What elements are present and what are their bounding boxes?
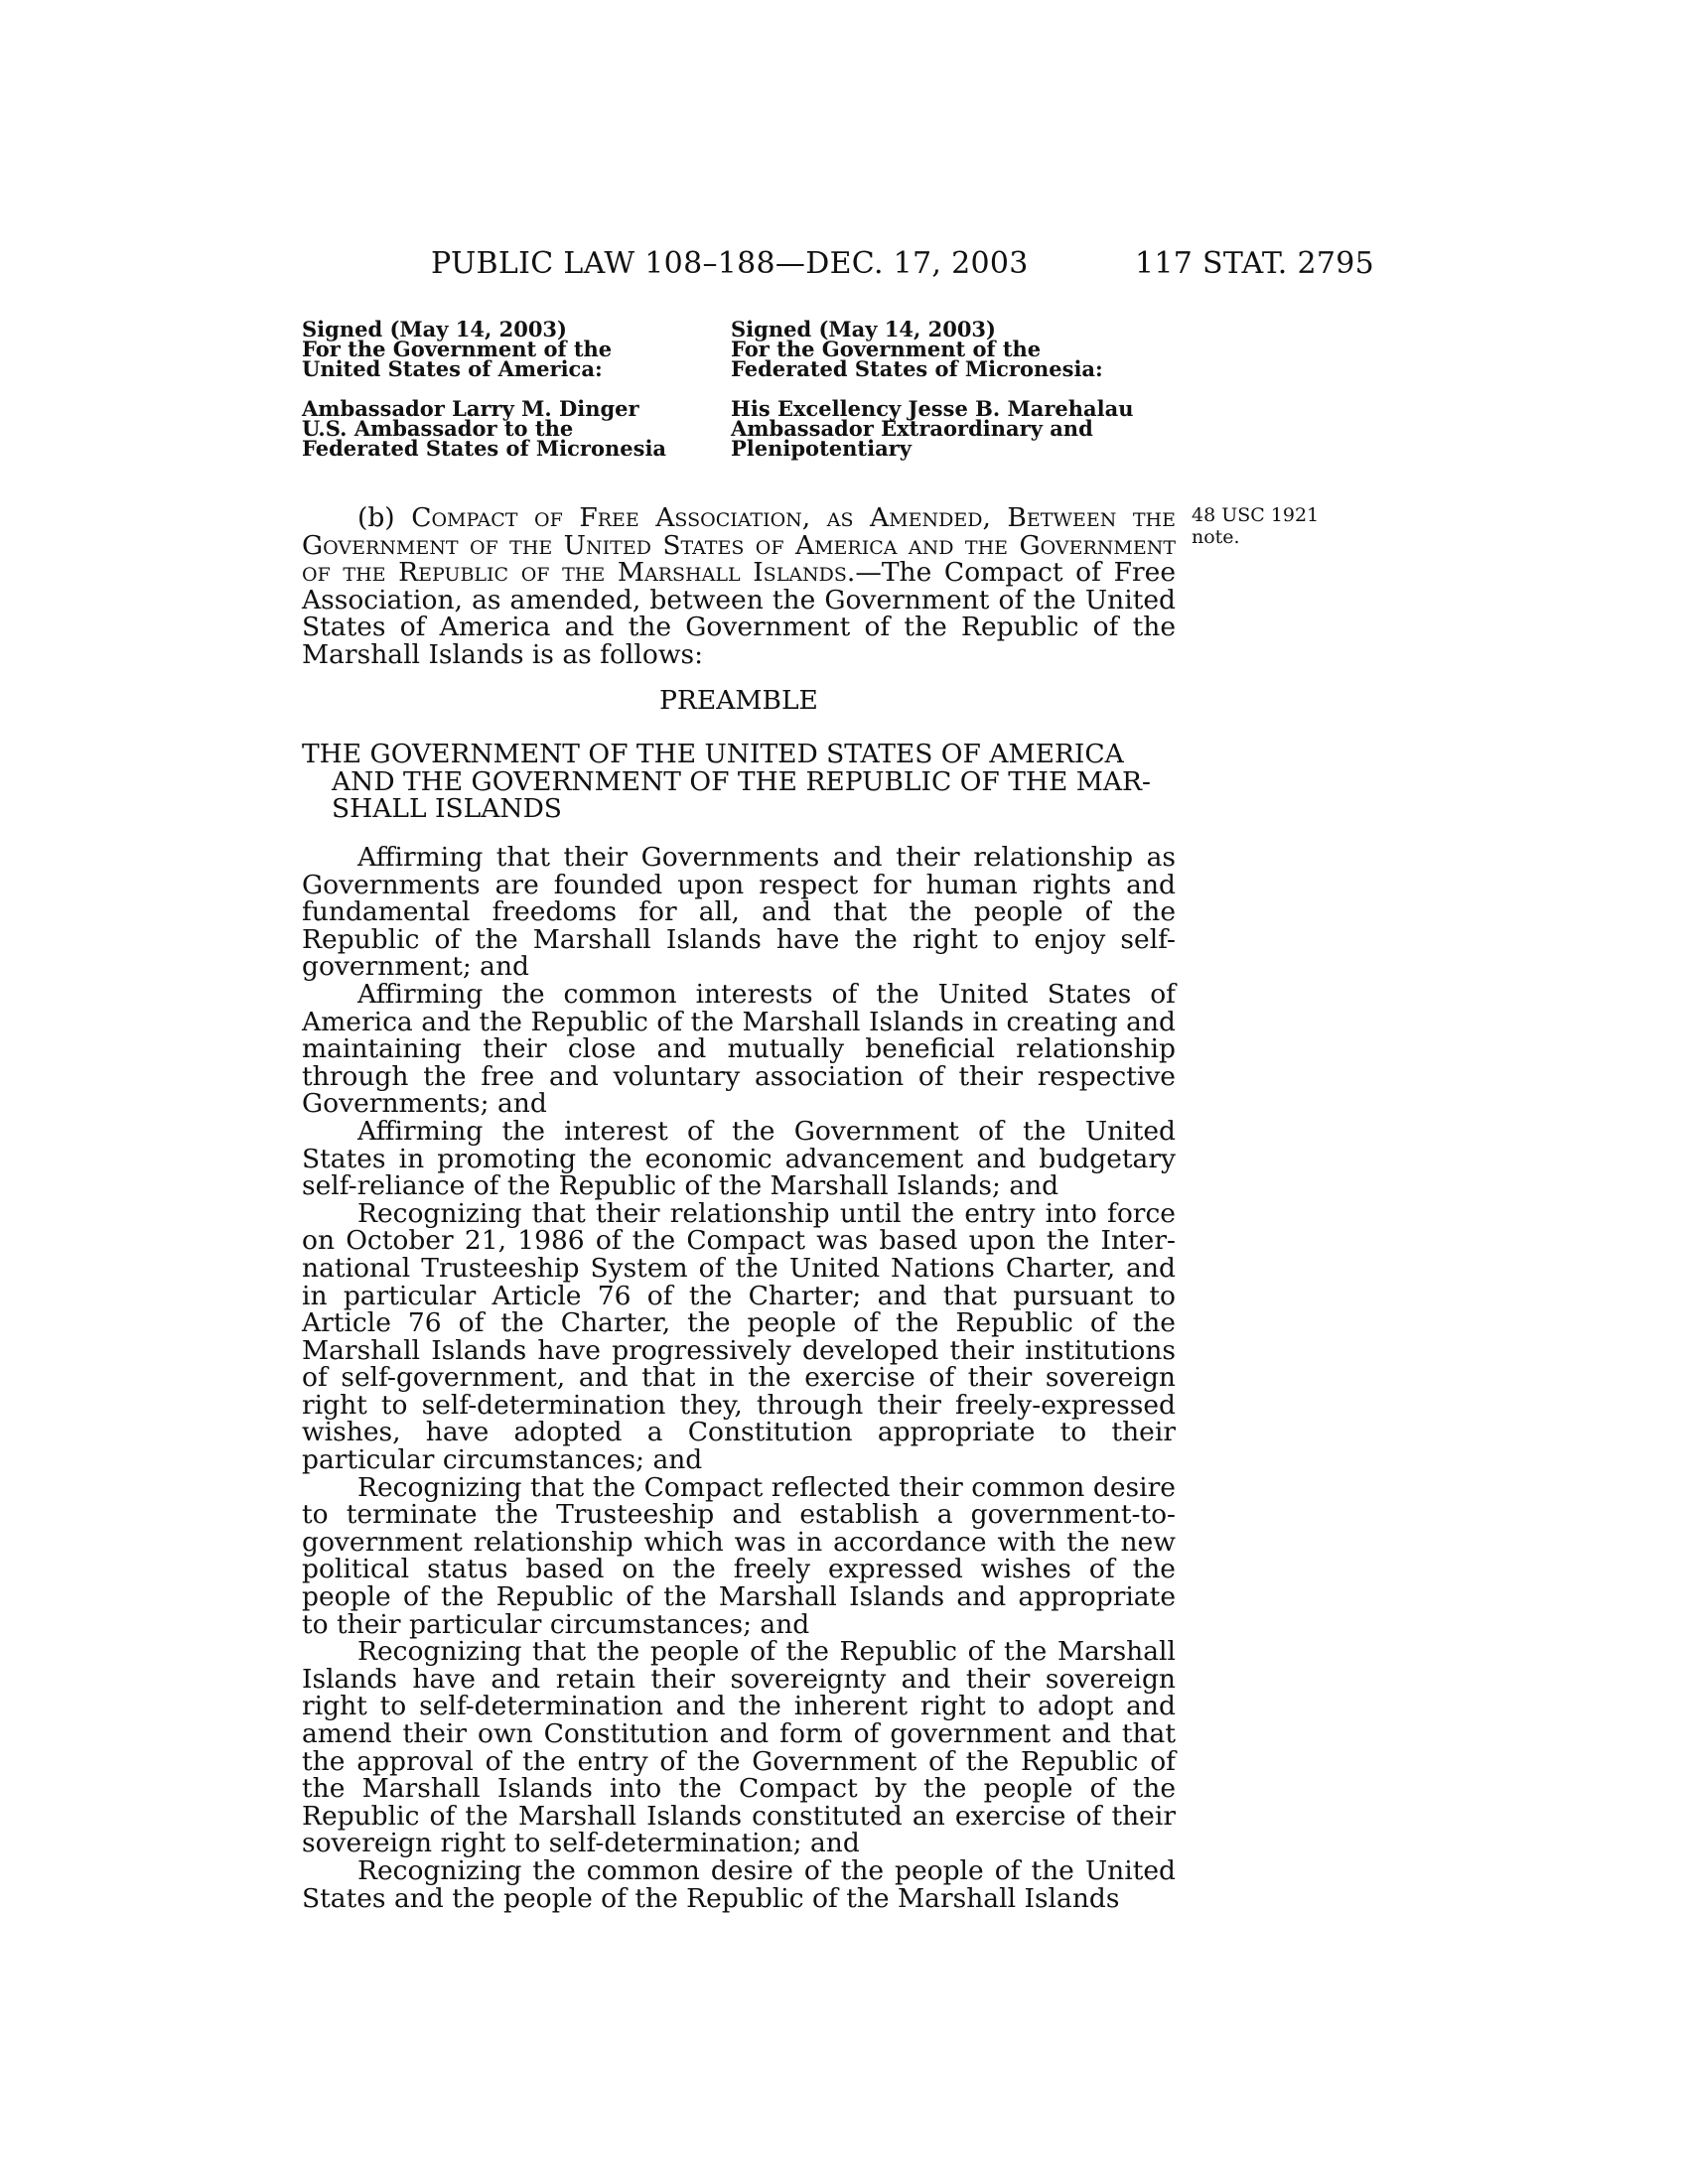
preamble-body: [302, 844, 1176, 1912]
preamble-heading: [302, 741, 1176, 823]
page-header: [302, 246, 1374, 290]
preamble-heading-line: AND THE GOVERNMENT OF THE REPUBLIC OF THE MAR-: [332, 765, 1151, 797]
stat-citation: 117 STAT. 2795: [1135, 246, 1374, 281]
signature-block-us: [302, 317, 719, 478]
signed-government: United States of America:: [302, 356, 603, 381]
signed-for: For the Government of the: [302, 337, 613, 361]
preamble-title: PREAMBLE: [659, 685, 818, 716]
section-b-paragraph: [302, 504, 1176, 669]
usc-citation: 48 USC 1921: [1192, 504, 1320, 526]
signatory-title: Ambassador Extraordinary and: [731, 416, 1093, 441]
preamble-paragraph: Affirming that their Governments and their relationship as Governments are founded upon respect for human rights and fundamental freedoms for all, and that the people of the Republic of the Marshall Islands have the right to enjoy self-government; and: [302, 842, 1176, 983]
preamble-paragraph: Affirming the interest of the Government of the United States in promoting the economic advancement and budgetary self-reliance of the Republic of the Marshall Islands; and: [302, 1115, 1176, 1202]
signatory-name: His Excellency Jesse B. Marehalau: [731, 396, 1134, 421]
signed-date: Signed (May 14, 2003): [302, 317, 567, 341]
signatory-title: U.S. Ambassador to the: [302, 416, 574, 441]
signatory-title: Federated States of Micronesia: [302, 436, 667, 461]
preamble-paragraph: Recognizing that the people of the Republic of the Marshall Islands have and retain their sovereignty and their sovereign right to self-determination and the inherent right to adopt and amend their own Constitution and form of government and that the approval of the entry of the Government of the Republic of the Marshall Islands into the Compact by the people of the Republic of the Marshall Islands constituted an exercise of their sovereign right to self-determination; and: [302, 1636, 1176, 1859]
preamble-paragraph: Recognizing the common desire of the people of the United States and the people of the Republic of the Marshall Islands: [302, 1854, 1176, 1914]
signed-date: Signed (May 14, 2003): [731, 317, 996, 341]
note-label: note.: [1192, 526, 1240, 548]
public-law-title: PUBLIC LAW 108–188—DEC. 17, 2003: [431, 246, 1029, 281]
margin-note: [1192, 504, 1350, 548]
signatory-name: Ambassador Larry M. Dinger: [302, 396, 639, 421]
preamble-heading-line: THE GOVERNMENT OF THE UNITED STATES OF AMERICA: [302, 739, 1124, 769]
section-b: [302, 504, 1176, 669]
preamble-paragraph: Recognizing that their relationship until the entry into force on October 21, 1986 of the Compact was based upon the International Trusteeship System of the United Nations Charter, and in particular Article 76 of the Charter; and that pursuant to Article 76 of the Charter, the people of the Republic of the Marshall Islands have progressively developed their institutions of self-government, and that in the exercise of their sovereign right to self-determination they, through their freely-expressed wishes, have adopted a Constitution appropriate to their particular circumstances; and: [302, 1197, 1176, 1476]
signature-block-fsm: [731, 317, 1188, 478]
section-label: (b): [357, 502, 395, 533]
section-heading: Compact of Free Association, as Amended, Between the Government of the United States of America and the Government of the Republic of the Marshall Islands.: [302, 502, 1176, 589]
section-text: —The Compact of Free Association, as amended, between the Government of the United States of America and the Government of the Republic of the Marshall Islands is as follows:: [302, 557, 1176, 670]
signed-government: Federated States of Micronesia:: [731, 356, 1103, 381]
preamble-paragraph: Recognizing that the Compact reflected their common desire to terminate the Trusteeship and establish a government-to-government relationship which was in accordance with the new political status based on the freely expressed wishes of the people of the Republic of the Marshall Islands and appropriate to their particular circumstances; and: [302, 1471, 1176, 1640]
signatory-title: Plenipotentiary: [731, 436, 912, 461]
preamble-paragraph: Affirming the common interests of the United States of America and the Republic of the Marshall Islands in creating and maintaining their close and mutually beneficial relationship through the free and voluntary association of their respective Governments; and: [302, 978, 1176, 1120]
signed-for: For the Government of the: [731, 337, 1042, 361]
preamble-heading-line: SHALL ISLANDS: [332, 793, 562, 825]
